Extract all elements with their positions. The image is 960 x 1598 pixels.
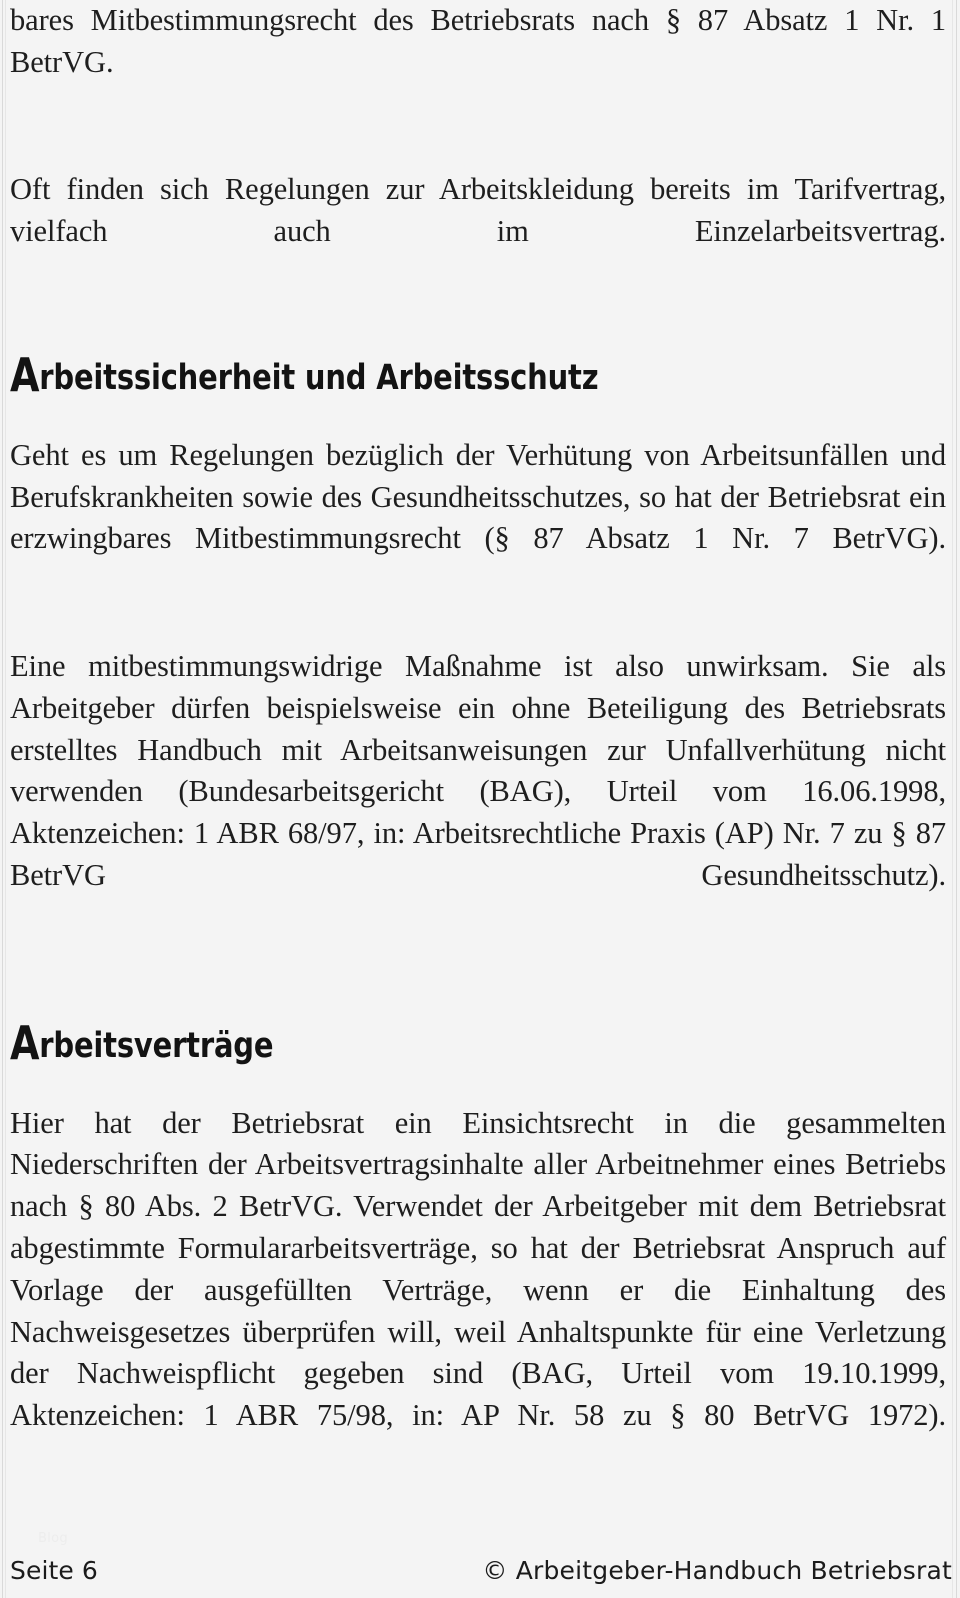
heading-arbeitsvertraege <box>10 1015 871 1070</box>
section-spacer <box>10 939 946 1025</box>
paragraph-verhuetung-arbeitsunfaelle: Geht es um Regelungen bezüglich der Verhütung von Arbeitsunfällen und Berufskrankheiten sowie des Gesundheitsschutzes, so hat der Betriebsrat ein erzwingbares Mitbestimmungsrecht (§ 87 Absatz 1 Nr. 7 BetrVG). <box>10 437 946 556</box>
heading-initial-cap: A <box>10 1015 40 1070</box>
paragraph-tarifvertrag: Oft finden sich Regelungen zur Arbeitskleidung bereits im Tarifvertrag, vielfach auch im Einzelarbeitsvertrag. <box>10 172 946 249</box>
heading-text: rbeitssicherheit und Arbeitsschutz <box>39 357 599 398</box>
page-edge-left-rule <box>2 0 3 1598</box>
paragraph-einsichtsrecht-arbeitsvertraege: Hier hat der Betriebsrat ein Einsichtsrecht in die gesammelten Niederschriften der Arbeitsvertragsinhalte aller Arbeitnehmer eines Betriebs nach § 80 Abs. 2 BetrVG. Verwendet der Arbeitgeber mit dem Betriebsrat abgestimmte Formulararbeitsverträge, so hat der Betriebsrat Anspruch auf Vorlage der ausgefüllten Verträge, wenn er die Einhaltung des Nachweisgesetzes überprüfen will, weil Anhaltspunkte für eine Verletzung der Nachweispflicht gegeben sind (BAG, Urteil vom 19.10.1999, Aktenzeichen: 1 ABR 75/98, in: AP Nr. 58 zu § 80 BetrVG 1972). <box>10 1105 946 1433</box>
page-edge-right-rule <box>956 0 957 1598</box>
page-content <box>10 0 946 1479</box>
blog-watermark: Blog <box>38 1531 68 1546</box>
heading-spacer-top <box>10 295 946 357</box>
page-edge-left-rule-2 <box>5 0 6 1598</box>
page-footer <box>10 1556 952 1586</box>
footer-page-number: Seite 6 <box>10 1556 98 1585</box>
paragraph-spacer <box>10 602 946 646</box>
heading-spacer-bottom <box>10 399 946 435</box>
paragraph-continued-mitbestimmungsrecht: bares Mitbestimmungsrecht des Betriebsrats nach § 87 Absatz 1 Nr. 1 BetrVG. <box>10 3 946 79</box>
heading-spacer-bottom <box>10 1067 946 1103</box>
paragraph-spacer <box>10 125 946 169</box>
heading-text: rbeitsverträge <box>39 1025 274 1066</box>
heading-arbeitssicherheit-und-arbeitsschutz <box>10 347 871 402</box>
paragraph-mitbestimmungswidrige-massnahme: Eine mitbestimmungswidrige Maßnahme ist also unwirksam. Sie als Arbeitgeber dürfen beispielsweise ein ohne Beteiligung des Betriebsrats erstelltes Handbuch mit Arbeitsanweisungen zur Unfallverhütung nicht verwenden (Bundesarbeitsgericht (BAG), Urteil vom 16.06.1998, Aktenzeichen: 1 ABR 68/97, in: Arbeitsrechtliche Praxis (AP) Nr. 7 zu § 87 BetrVG Gesundheitsschutz). <box>10 648 946 892</box>
page-edge-right-rule-2 <box>952 0 953 1598</box>
footer-copyright: © Arbeitgeber-Handbuch Betriebsrat <box>482 1556 952 1585</box>
heading-initial-cap: A <box>10 347 40 402</box>
